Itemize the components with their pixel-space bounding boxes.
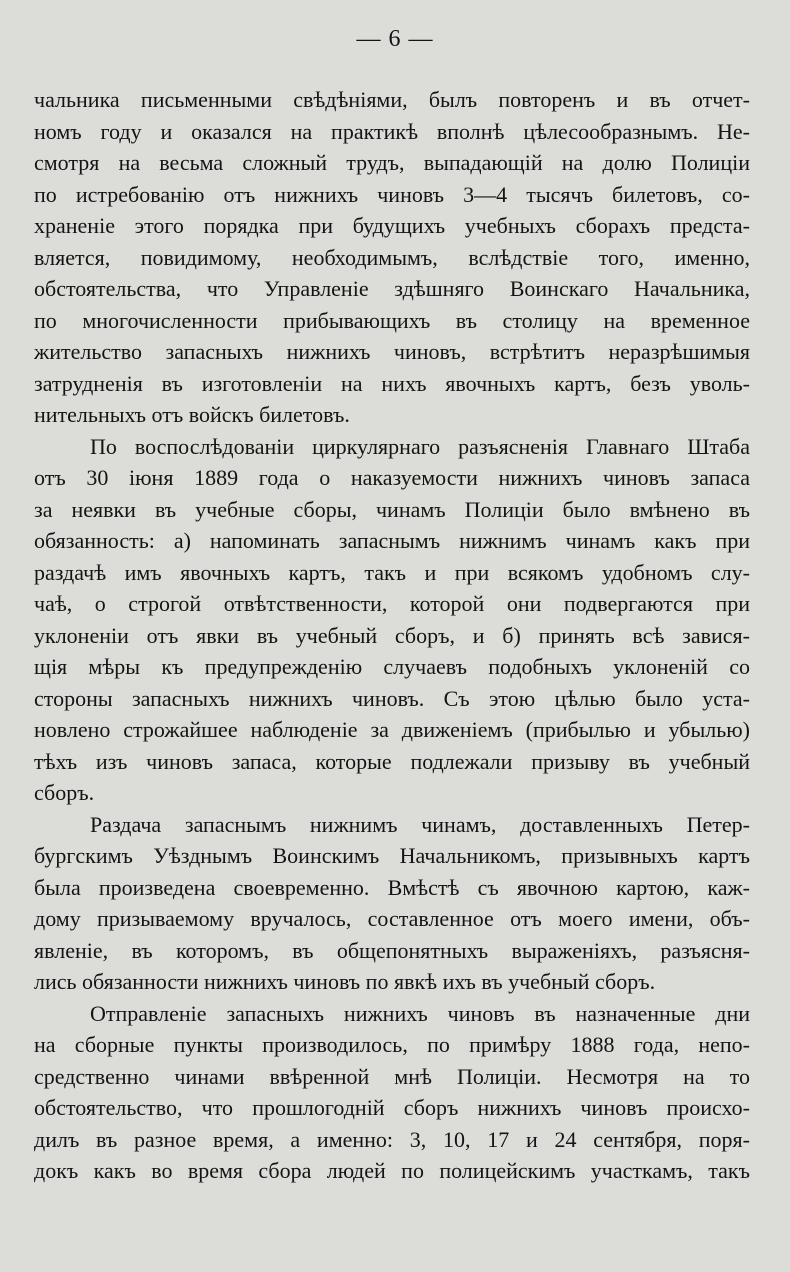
text-line: чальника письменными свѣдѣніями, былъ повторенъ и въ отчет-: [34, 87, 750, 112]
text-line: раздачѣ имъ явочныхъ картъ, такъ и при всякомъ удобномъ слу-: [34, 559, 750, 585]
text-line: стороны запасныхъ нижнихъ чиновъ. Съ этою цѣлью было уста-: [34, 685, 750, 711]
text-line: лись обязанности нижнихъ чиновъ по явкѣ ихъ въ учебный сборъ.: [34, 969, 656, 994]
text-line: обстоятельства, что Управленіе здѣшняго Воинскаго Начальника,: [34, 276, 750, 301]
text-line: храненіе этого порядка при будущихъ учебныхъ сборахъ предста-: [34, 213, 750, 238]
text-line: докъ какъ во время сбора людей по полицейскимъ участкамъ, такъ: [34, 1158, 750, 1183]
text-line: обязанность: а) напоминать запаснымъ нижнимъ чинамъ какъ при: [34, 528, 750, 553]
text-line: на сборные пункты производилось, по примѣру 1888 года, непо-: [34, 1032, 750, 1057]
text-line: щія мѣры къ предупрежденію случаевъ подобныхъ уклоненій со: [34, 654, 750, 679]
text-line: чаѣ, о строгой отвѣтственности, которой они подвергаются при: [34, 591, 750, 616]
text-line: затрудненія въ изготовленіи на нихъ явочныхъ картъ, безъ уволь-: [34, 370, 750, 396]
text-line: бургскимъ Уѣзднымъ Воинскимъ Начальникомъ, призывныхъ картъ: [34, 843, 750, 868]
text-line: новлено строжайшее наблюденіе за движеніемъ (прибылью и убылью): [34, 717, 750, 742]
text-line: По воспослѣдованіи циркулярнаго разъясненія Главнаго Штаба: [90, 433, 750, 459]
text-line: вляется, повидимому, необходимымъ, вслѣдствіе того, именно,: [34, 244, 750, 270]
body-text: [34, 84, 750, 1187]
text-line: отъ 30 іюня 1889 года о наказуемости нижнихъ чиновъ запаса: [34, 465, 750, 490]
text-line: обстоятельство, что прошлогодній сборъ нижнихъ чиновъ происхо-: [34, 1095, 750, 1120]
text-line: нительныхъ отъ войскъ билетовъ.: [34, 402, 350, 427]
text-line: жительство запасныхъ нижнихъ чиновъ, встрѣтитъ неразрѣшимыя: [34, 339, 750, 364]
text-line: тѣхъ изъ чиновъ запаса, которые подлежали призыву въ учебный: [34, 748, 750, 774]
text-line: средственно чинами ввѣренной мнѣ Полиціи. Несмотря на то: [34, 1063, 750, 1089]
text-line: по истребованію отъ нижнихъ чиновъ 3—4 тысячъ билетовъ, со-: [34, 181, 750, 207]
text-line: дому призываемому вручалось, составленное отъ моего имени, объ-: [34, 906, 750, 931]
text-line: Раздача запаснымъ нижнимъ чинамъ, доставленныхъ Петер-: [90, 811, 750, 837]
page-number: — 6 —: [356, 26, 434, 52]
text-line: номъ году и оказался на практикѣ вполнѣ цѣлесообразнымъ. Не-: [34, 118, 750, 144]
text-line: по многочисленности прибывающихъ въ столицу на временное: [34, 307, 750, 333]
text-line: уклоненіи отъ явки въ учебный сборъ, и б) принять всѣ завися-: [34, 622, 750, 648]
text-line: была произведена своевременно. Вмѣстѣ съ явочною картою, каж-: [34, 874, 750, 900]
text-line: дилъ въ разное время, а именно: 3, 10, 17 и 24 сентября, поря-: [34, 1126, 750, 1152]
text-line: Отправленіе запасныхъ нижнихъ чиновъ въ назначенные дни: [90, 1000, 750, 1026]
text-line: явленіе, въ которомъ, въ общепонятныхъ выраженіяхъ, разъясня-: [34, 937, 750, 963]
text-line: сборъ.: [34, 780, 95, 805]
text-line: смотря на весьма сложный трудъ, выпадающій на долю Полиціи: [34, 150, 750, 175]
text-line: за неявки въ учебные сборы, чинамъ Полиціи было вмѣнено въ: [34, 496, 750, 522]
